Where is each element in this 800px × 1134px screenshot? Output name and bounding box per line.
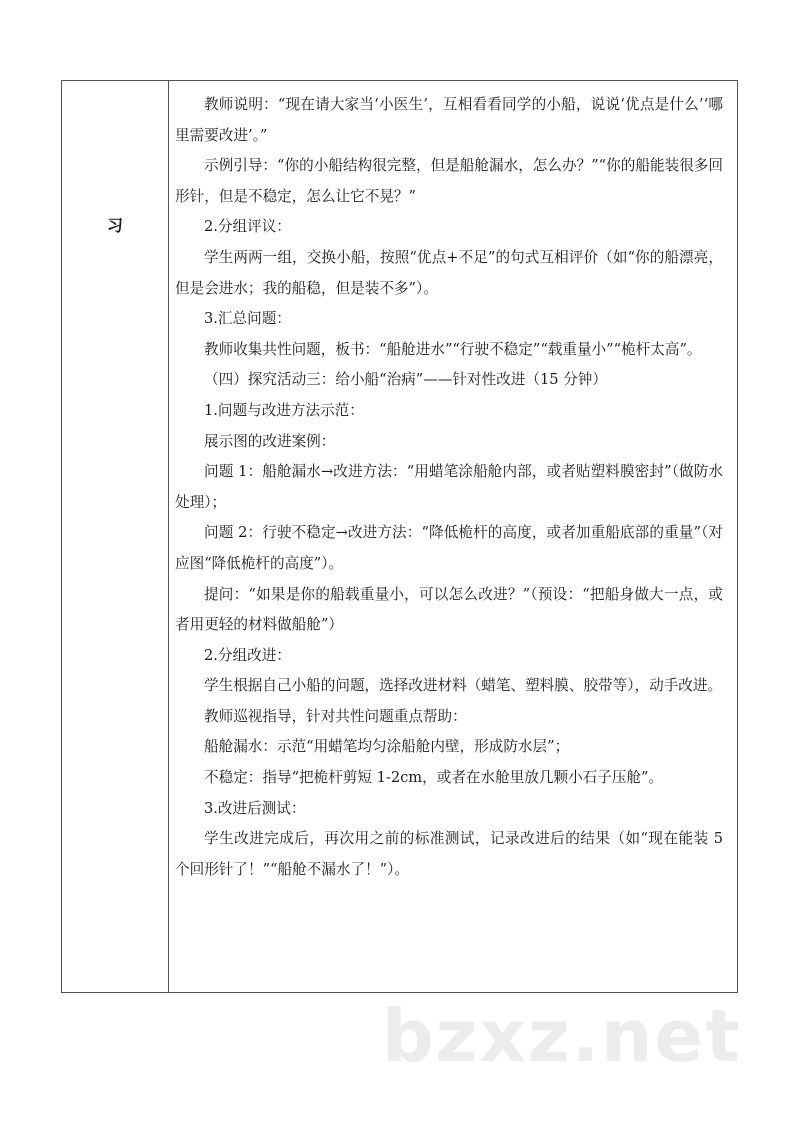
paragraph-summary-heading: 3.汇总问题： — [204, 310, 291, 328]
paragraph-retest-heading: 3.改进后测试： — [204, 799, 306, 817]
content-cell — [169, 81, 737, 992]
paragraph-group-review: 学生两两一组，交换小船，按照“优点+不足”的句式互相评价（如“你的船漂亮，但是会进水；我的船稳，但是装不多”）。 — [175, 248, 723, 297]
paragraph-summary: 教师收集共性问题，板书：“船舱进水”“行驶不稳定”“载重量小”“桅杆太高”。 — [204, 340, 702, 358]
watermark: bzxz.net — [382, 994, 742, 1078]
paragraph-group-review-heading: 2.分组评议： — [204, 218, 291, 236]
paragraph-teacher-explanation: 教师说明：“现在请大家当‘小医生’，互相看看同学的小船，说说‘优点是什么’‘哪里需要改进’。” — [175, 96, 723, 144]
paragraph-retest: 学生改进完成后，再次用之前的标准测试，记录改进后的结果（如“现在能装 5 个回形针了！”“船舱不漏水了！”）。 — [175, 830, 723, 878]
paragraph-teacher-patrol: 教师巡视指导，针对共性问题重点帮助： — [204, 707, 467, 725]
paragraph-leak-fix: 船舱漏水：示范“用蜡笔均匀涂船舱内壁，形成防水层”； — [204, 738, 570, 756]
paragraph-stability-fix: 不稳定：指导“把桅杆剪短 1-2cm，或者在水舱里放几颗小石子压舱”。 — [204, 769, 664, 787]
paragraph-group-improve-heading: 2.分组改进： — [204, 646, 291, 664]
paragraph-problem-two: 问题 2：行驶不稳定→改进方法：“降低桅杆的高度，或者加重船底部的重量”（对应图“降低桅杆的高度”）。 — [175, 524, 723, 572]
paragraph-problem-one: 问题 1：船舱漏水→改进方法：“用蜡笔涂船舱内部，或者贴塑料膜密封”（做防水处理）； — [175, 463, 723, 511]
paragraph-question: 提问：“如果是你的船载重量小，可以怎么改进？”（预设：“把船身做大一点，或者用更轻的材料做船舱”） — [175, 585, 723, 634]
paragraph-method-heading: 1.问题与改进方法示范： — [204, 401, 364, 419]
paragraph-activity-three-heading: （四）探究活动三：给小船“治病”——针对性改进（15 分钟） — [204, 371, 607, 389]
section-label: 习 — [106, 216, 123, 235]
paragraph-example-guidance: 示例引导：“你的小船结构很完整，但是船舱漏水，怎么办？”“你的船能装很多回形针，但是不稳定，怎么让它不晃？” — [175, 157, 723, 205]
paragraph-case-intro: 展示图的改进案例： — [204, 432, 336, 450]
lesson-plan-table — [61, 80, 738, 993]
section-label-cell — [62, 81, 169, 992]
paragraph-group-improve: 学生根据自己小船的问题，选择改进材料（蜡笔、塑料膜、胶带等），动手改进。 — [204, 677, 723, 695]
